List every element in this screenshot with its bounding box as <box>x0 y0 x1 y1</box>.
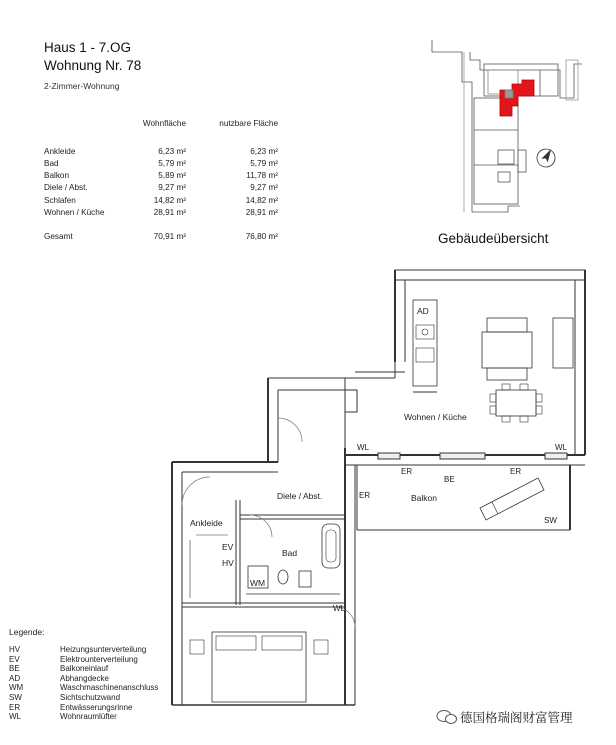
nutzflaeche-value: 28,91 m² <box>245 207 278 217</box>
building-overview <box>432 40 582 212</box>
total-wohnflaeche: 70,91 m² <box>153 232 186 242</box>
wohnflaeche-value: 6,23 m² <box>158 146 186 156</box>
room-label-diele: Diele / Abst. <box>277 491 323 501</box>
wohnflaeche-value: 9,27 m² <box>158 183 186 193</box>
header-wohnflaeche: Wohnfläche <box>142 119 186 128</box>
wechat-icon <box>437 711 457 724</box>
room-label-bad: Bad <box>282 548 298 558</box>
room-name: Schlafen <box>44 195 76 205</box>
legend-item: WL Wohnraumlüfter <box>9 712 117 722</box>
floor-plan <box>172 270 585 705</box>
legend-item: ER Entwässerungsrinne <box>9 702 133 712</box>
wohnflaeche-value: 5,89 m² <box>158 171 186 181</box>
legend-item: WM Waschmaschinenanschluss <box>9 683 159 693</box>
symbol-wl: WL <box>357 443 369 452</box>
room-label-balkon: Balkon <box>411 493 437 503</box>
house-title: Haus 1 - 7.OG <box>44 40 132 55</box>
total-label: Gesamt <box>44 232 73 242</box>
north-arrow-icon <box>534 146 559 171</box>
wohnflaeche-value: 14,82 m² <box>153 195 186 205</box>
symbol-er: ER <box>401 467 413 476</box>
room-name: Balkon <box>44 171 70 181</box>
room-name: Bad <box>44 158 59 168</box>
symbol-er: ER <box>510 467 522 476</box>
room-name: Diele / Abst. <box>44 183 88 193</box>
apartment-type: 2-Zimmer-Wohnung <box>44 81 120 91</box>
header-nutzbar: nutzbare Fläche <box>219 119 278 128</box>
room-label-ad: AD <box>417 306 429 316</box>
legend-item: HV Heizungsunterverteilung <box>9 645 147 654</box>
legend-item: SW Sichtschutzwand <box>9 692 121 702</box>
nutzflaeche-value: 9,27 m² <box>250 183 278 193</box>
room-label-wohnen: Wohnen / Küche <box>404 412 467 422</box>
room-label-ankleide: Ankleide <box>190 518 223 528</box>
nutzflaeche-value: 14,82 m² <box>245 195 278 205</box>
room-label-ev: EV <box>222 542 234 552</box>
total-nutzflaeche: 76,80 m² <box>245 232 278 242</box>
room-name: Ankleide <box>44 146 76 156</box>
symbol-sw: SW <box>544 516 557 525</box>
legend-item: AD Abhangdecke <box>9 673 109 683</box>
room-label-wm: WM <box>250 578 266 588</box>
nutzflaeche-value: 6,23 m² <box>250 146 278 156</box>
room-name: Wohnen / Küche <box>44 207 105 217</box>
watermark-text: 德国格瑞阁财富管理 <box>460 711 573 725</box>
nutzflaeche-value: 5,79 m² <box>250 158 278 168</box>
symbol-wl: WL <box>333 604 345 613</box>
overview-label: Gebäudeübersicht <box>438 231 549 246</box>
wohnflaeche-value: 28,91 m² <box>153 207 186 217</box>
room-label-hv: HV <box>222 558 234 568</box>
symbol-er: ER <box>359 491 371 500</box>
legend-title: Legende: <box>9 627 45 637</box>
legend <box>9 645 158 722</box>
wohnflaeche-value: 5,79 m² <box>158 158 186 168</box>
apartment-title: Wohnung Nr. 78 <box>44 58 142 73</box>
legend-item: EV Elektrounterverteilung <box>9 654 138 664</box>
symbol-be: BE <box>444 475 455 484</box>
nutzflaeche-value: 11,78 m² <box>246 171 278 181</box>
symbol-wl: WL <box>555 443 567 452</box>
legend-item: BE Balkoneinlauf <box>9 664 109 674</box>
